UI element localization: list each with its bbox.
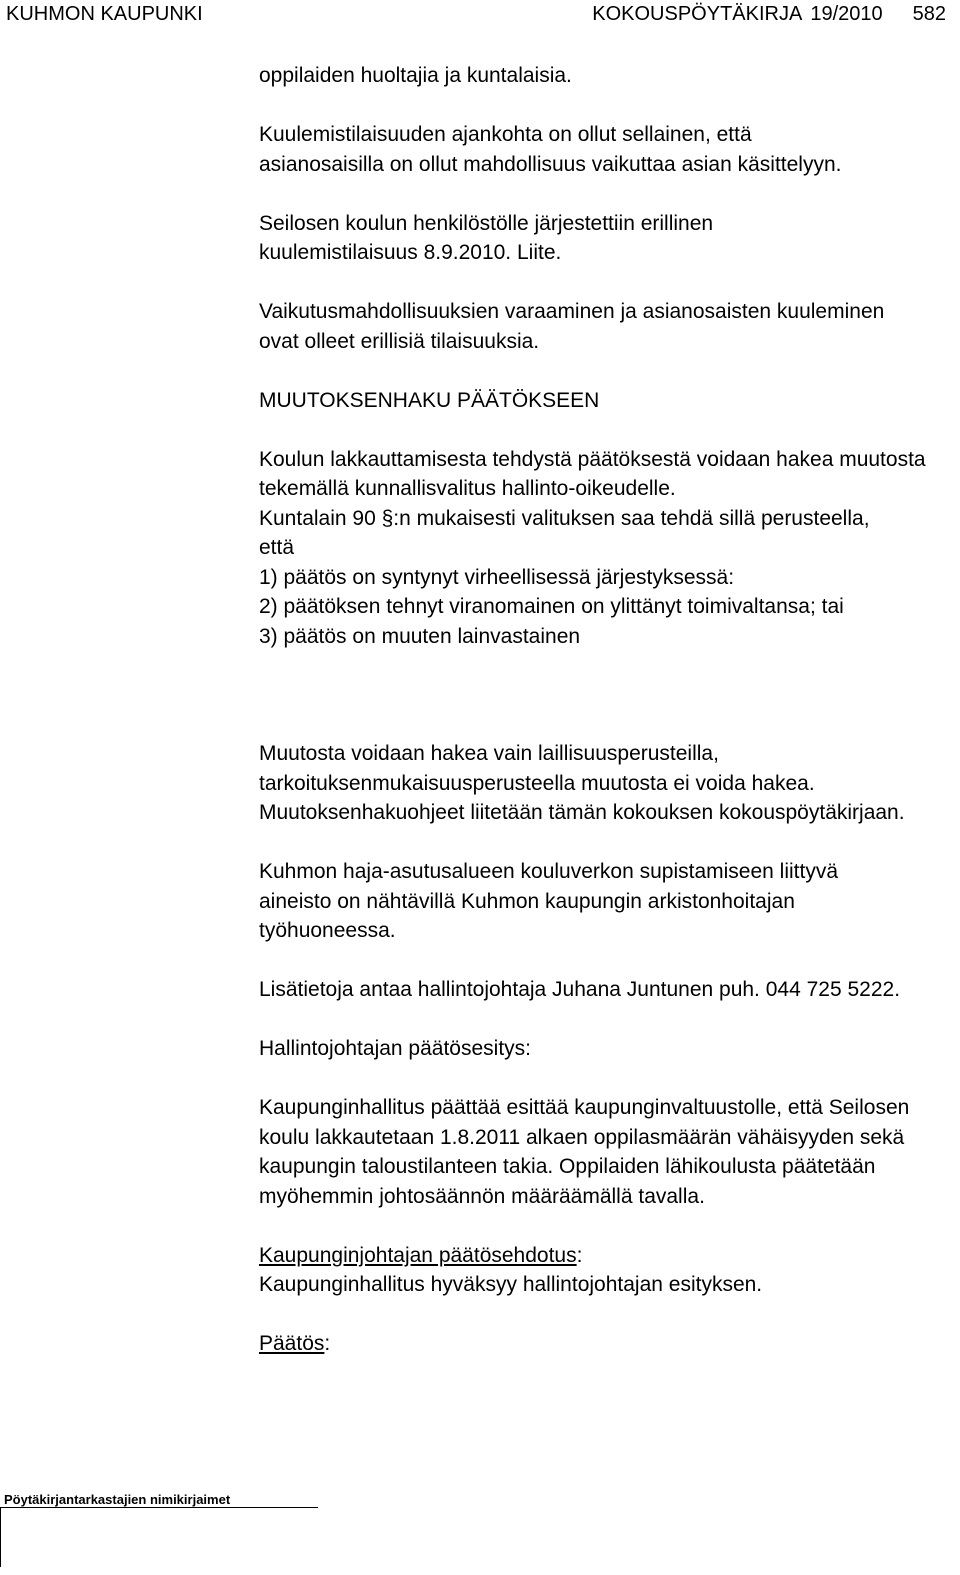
paragraph: Kaupunginhallitus hyväksyy hallintojohtajan esityksen. bbox=[259, 1273, 763, 1296]
document-header bbox=[592, 2, 946, 26]
initials-box bbox=[0, 1507, 1, 1567]
footer-divider bbox=[0, 1507, 318, 1508]
initials-label: Pöytäkirjantarkastajien nimikirjaimet bbox=[4, 1492, 231, 1507]
decision-label-text: Päätös bbox=[259, 1332, 325, 1355]
mayor-proposal-label bbox=[259, 1241, 959, 1271]
paragraph: Kuulemistilaisuuden ajankohta on ollut sellainen, että asianosaisilla on ollut mahdollisuus vaikuttaa asian käsittelyyn. bbox=[259, 123, 842, 176]
colon: : bbox=[324, 1332, 331, 1355]
paragraph: Lisätietoja antaa hallintojohtaja Juhana Juntunen puh. 044 725 5222. bbox=[259, 978, 901, 1001]
page-number: 582 bbox=[912, 3, 946, 25]
paragraph: Kuhmon haja-asutusalueen kouluverkon supistamiseen liittyvä aineisto on nähtävillä Kuhmon kaupungin arkistonhoitajan työhuoneessa. bbox=[259, 860, 838, 942]
paragraph: Vaikutusmahdollisuuksien varaaminen ja asianosaisten kuuleminen ovat olleet erillisiä tilaisuuksia. bbox=[259, 300, 885, 353]
list-item: 3) päätös on muuten lainvastainen bbox=[259, 624, 581, 648]
mayor-proposal-label-text: Kaupunginjohtajan päätösehdotus bbox=[259, 1243, 577, 1267]
paragraph: oppilaiden huoltajia ja kuntalaisia. bbox=[259, 64, 572, 87]
paragraph: Seilosen koulun henkilöstölle järjestettiin erillinen kuulemistilaisuus 8.9.2010. Liite. bbox=[259, 211, 714, 264]
list-item: 1) päätös on syntynyt virheellisessä järjestyksessä: bbox=[259, 565, 735, 589]
proposal-label: Hallintojohtajan päätösesitys: bbox=[259, 1037, 531, 1060]
paragraph: Kaupunginhallitus päättää esittää kaupunginvaltuustolle, että Seilosen koulu lakkautetaan 1.8.2011 alkaen oppilasmäärän vähäisyyden sekä kaupungin taloustilanteen takia. Oppilaiden lähikoulusta päätetään myöhemmin johtosäännön määräämällä tavalla. bbox=[259, 1096, 910, 1208]
organization-name: KUHMON KAUPUNKI bbox=[6, 3, 203, 25]
list-item: 2) päätöksen tehnyt viranomainen on ylittänyt toimivaltansa; tai bbox=[259, 595, 844, 618]
paragraph: Muutosta voidaan hakea vain laillisuusperusteilla, tarkoituksenmukaisuusperusteella muutosta ei voida hakea. Muutoksenhakuohjeet liitetään tämän kokouksen kokouspöytäkirjaan. bbox=[259, 742, 905, 824]
decision-label bbox=[259, 1329, 959, 1359]
document-type: KOKOUSPÖYTÄKIRJA bbox=[592, 3, 803, 25]
colon: : bbox=[576, 1243, 583, 1267]
paragraph: Kuntalain 90 §:n mukaisesti valituksen saa tehdä sillä perusteella, että bbox=[259, 506, 870, 559]
document-number: 19/2010 bbox=[810, 3, 883, 25]
paragraph: Koulun lakkauttamisesta tehdystä päätöksestä voidaan hakea muutosta tekemällä kunnallisvalitus hallinto-oikeudelle. bbox=[259, 447, 926, 500]
document-body bbox=[259, 61, 959, 1359]
section-heading: MUUTOKSENHAKU PÄÄTÖKSEEN bbox=[259, 388, 600, 412]
